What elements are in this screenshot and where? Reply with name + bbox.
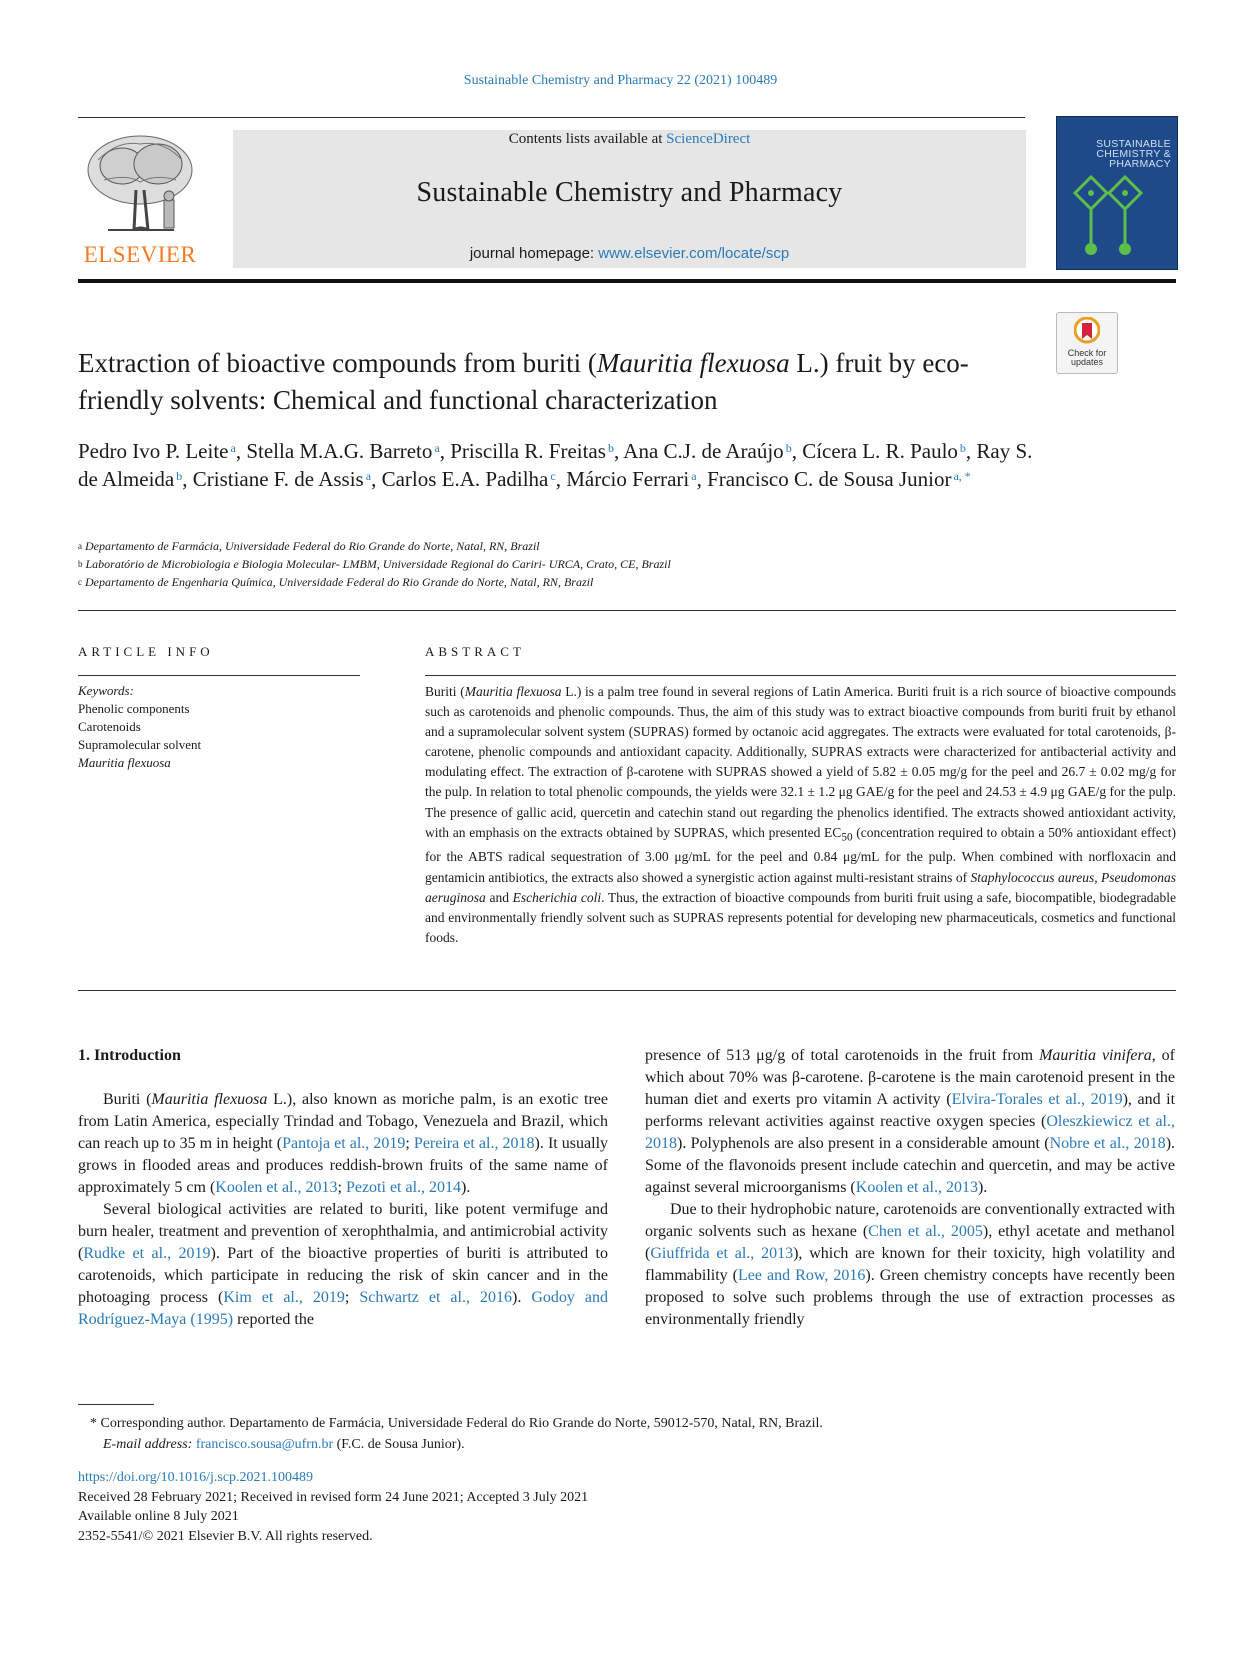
check-for-updates-label bbox=[1057, 349, 1117, 367]
body-text: L.), also known as moriche palm, is an exotic tree from Latin America, especially Trindad and Tobago, Venezuela and Brazil, which can reach up to 35 m in height ( bbox=[78, 1091, 608, 1152]
publication-info bbox=[78, 1468, 1176, 1546]
cover-leaf-icon bbox=[1061, 157, 1173, 267]
abstract-species: Escherichia coli bbox=[512, 889, 602, 905]
affiliation-text: Departamento de Farmácia, Universidade Federal do Rio Grande do Norte, Natal, RN, Brazil bbox=[85, 539, 540, 553]
author-affiliation[interactable]: a bbox=[230, 441, 236, 455]
abstract-segment: , bbox=[1094, 869, 1102, 885]
section-rule bbox=[78, 610, 1176, 611]
body-text: ), ethyl acetate and methanol ( bbox=[645, 1223, 1175, 1262]
body-text: ). Green chemistry concepts have recently been proposed to solve such problems through the use of extraction processes as environmentally friendly bbox=[645, 1267, 1176, 1328]
abstract-end-rule bbox=[78, 990, 1176, 991]
journal-title: Sustainable Chemistry and Pharmacy bbox=[416, 177, 843, 208]
body-text: ), and it performs relevant activities against reactive oxygen species ( bbox=[645, 1091, 1176, 1130]
affiliation-key: a bbox=[78, 541, 82, 551]
citation-link[interactable]: Chen et al., 2005 bbox=[868, 1223, 983, 1240]
header-rule bbox=[78, 117, 1025, 118]
author-name[interactable]: Pedro Ivo P. Leite bbox=[78, 439, 229, 463]
affiliation-key: b bbox=[78, 559, 83, 569]
elsevier-wordmark: ELSEVIER bbox=[83, 242, 197, 267]
author-affiliation[interactable]: b bbox=[607, 441, 614, 455]
author-affiliation[interactable]: b bbox=[176, 469, 183, 483]
check-updates-line-2: updates bbox=[1070, 357, 1104, 367]
elsevier-tree-icon bbox=[78, 130, 202, 240]
author-name[interactable]: Carlos E.A. Padilha bbox=[381, 467, 549, 491]
author-affiliation[interactable]: b bbox=[785, 441, 792, 455]
body-text: ). Part of the bioactive properties of buriti is attributed to carotenoids, which participate in reducing the risk of skin cancer and in the photoaging process ( bbox=[78, 1245, 608, 1306]
article-info-heading: ARTICLE INFO bbox=[78, 644, 214, 659]
citation-link[interactable]: Schwartz et al., 2016 bbox=[359, 1289, 512, 1306]
body-text: ). Some of the flavonoids present include catechin and quercetin, and may be active against several microorganisms ( bbox=[645, 1135, 1176, 1196]
body-text: ). bbox=[512, 1289, 532, 1306]
citation-link[interactable]: Pereira et al., 2018 bbox=[413, 1135, 535, 1152]
abstract-heading: ABSTRACT bbox=[425, 644, 525, 659]
author-name[interactable]: Stella M.A.G. Barreto bbox=[246, 439, 433, 463]
body-column-right bbox=[645, 1045, 1175, 1331]
footnote-marker: * bbox=[90, 1416, 97, 1431]
abstract-species: Pseudomonas aeruginosa bbox=[425, 869, 1177, 905]
journal-citation[interactable]: Sustainable Chemistry and Pharmacy 22 (2021) 100489 bbox=[463, 73, 778, 88]
keyword-item: Supramolecular solvent bbox=[78, 737, 202, 752]
body-text: ). bbox=[461, 1179, 471, 1196]
body-text: ), which are known for their toxicity, high volatility and flammability ( bbox=[645, 1245, 1176, 1284]
body-text: Several biological activities are related to buriti, like potent vermifuge and burn healer, treatment and prevention of xerophthalmia, and antimicrobial activity ( bbox=[78, 1201, 608, 1262]
contents-line bbox=[233, 130, 1026, 148]
masthead-rule bbox=[78, 279, 1176, 283]
body-column-left bbox=[78, 1045, 608, 1331]
citation-link[interactable]: Godoy and Rodríguez-Maya (1995) bbox=[78, 1289, 609, 1328]
abstract-segment: Buriti ( bbox=[425, 684, 465, 699]
body-text: , of which about 70% was β-carotene. β-carotene is the main carotenoid present in the human diet and exerts pro vitamin A activity ( bbox=[645, 1047, 1176, 1108]
body-text: Buriti ( bbox=[103, 1091, 152, 1108]
ec50-subscript: 50 bbox=[841, 831, 853, 844]
body-text: reported the bbox=[233, 1311, 314, 1328]
affiliations bbox=[78, 537, 1038, 591]
abstract-segment: L.) is a palm tree found in several regions of Latin America. Buriti fruit is a rich source of bioactive compounds such as carotenoids and phenolic compounds. Thus, the aim of this study was to extract bioactive compounds from buriti fruit by ethanol and a supramolecular solvent system (SUPRAS) formed by octanoic acid aggregates. The extracts were evaluated for total carotenoids, β-carotene, phenolic compounds and antioxidant capacity. Additionally, SUPRAS extracts were characterized for antibacterial activity and modulating effect. The extraction of β-carotene with SUPRAS showed a yield of 5.82 ± 0.05 mg/g for the peel and 26.7 ± 0.02 mg/g for the pulp. In relation to total phenolic compounds, the yields were 32.1 ± 1.2 μg GAE/g for the peel and 24.53 ± 4.9 μg GAE/g for the pulp. The presence of gallic acid, quercetin and catechin stand out regarding the phenolics identified. The extracts showed antioxidant activity, with an emphasis on the extracts obtained by SUPRAS, which presented EC bbox=[425, 684, 1176, 840]
bookmark-icon bbox=[1074, 317, 1100, 347]
citation-link[interactable]: Lee and Row, 2016 bbox=[738, 1267, 866, 1284]
author-affiliation[interactable]: a bbox=[365, 469, 372, 483]
author-name[interactable]: Priscilla R. Freitas bbox=[450, 439, 606, 463]
affiliation-item bbox=[78, 555, 1038, 573]
keyword-item: Carotenoids bbox=[78, 719, 141, 734]
author-affiliation[interactable]: a bbox=[691, 469, 697, 483]
body-text: ; bbox=[337, 1179, 346, 1196]
email-suffix: (F.C. de Sousa Junior). bbox=[333, 1437, 465, 1452]
citation-link[interactable]: Pantoja et al., 2019 bbox=[282, 1135, 406, 1152]
author-name[interactable]: Cícera L. R. Paulo bbox=[802, 439, 958, 463]
abstract-text bbox=[425, 682, 1176, 948]
keyword-item: Mauritia flexuosa bbox=[78, 755, 171, 770]
citation-link[interactable]: Nobre et al., 2018 bbox=[1049, 1135, 1166, 1152]
author-list: Pedro Ivo P. Leite $^a$, Stella M.A.G. Barreto $^a$, Priscilla R. Freitas $^b$, Ana C.J. de Araújo $^b$, Cícera L. R. Paulo $^b$, Ray S. de Almeida $^b$, Cristiane F. de Assis $^a$, Carlos E.A. Padilha $^c$, Márcio Ferrari $^a$, Francisco C. de Sousa Junior $^{a, *}$ bbox=[78, 439, 1033, 491]
body-text: ). bbox=[977, 1179, 988, 1196]
body-paragraph bbox=[645, 1045, 1175, 1199]
citation-link[interactable]: Rudke et al., 2019 bbox=[83, 1245, 211, 1262]
cover-line-3: PHARMACY bbox=[1109, 158, 1171, 170]
affiliation-text: Departamento de Engenharia Química, Universidade Federal do Rio Grande do Norte, Natal, RN, Brazil bbox=[85, 575, 594, 589]
citation-link[interactable]: Elvira-Torales et al., 2019 bbox=[951, 1091, 1123, 1108]
article-title bbox=[78, 345, 1038, 419]
contents-prefix: Contents lists available at bbox=[508, 131, 667, 147]
body-paragraph bbox=[78, 1089, 608, 1199]
author-name[interactable]: Cristiane F. de Assis bbox=[192, 467, 364, 491]
homepage-link[interactable]: www.elsevier.com/locate/scp bbox=[598, 245, 790, 262]
check-for-updates-badge[interactable] bbox=[1056, 312, 1118, 374]
citation-link[interactable]: Giuffrida et al., 2013 bbox=[650, 1245, 794, 1262]
author-affiliation[interactable]: a, * bbox=[953, 469, 971, 483]
affiliation-text: Laboratório de Microbiologia e Biologia Molecular- LMBM, Universidade Regional do Cariri- URCA, Crato, CE, Brazil bbox=[85, 557, 671, 571]
body-text: ). Polyphenols are also present in a considerable amount ( bbox=[677, 1135, 1050, 1152]
introduction-heading: 1. Introduction bbox=[78, 1047, 181, 1064]
title-species: Mauritia flexuosa bbox=[596, 348, 790, 378]
abstract-species: Mauritia flexuosa bbox=[464, 684, 562, 699]
copyright: 2352-5541/© 2021 Elsevier B.V. All rights reserved. bbox=[78, 1528, 373, 1544]
journal-cover[interactable] bbox=[1056, 116, 1178, 270]
author-name[interactable]: Ray S. de Almeida bbox=[78, 439, 1033, 491]
cover-line-1: SUSTAINABLE bbox=[1096, 138, 1171, 150]
abstract-rule bbox=[425, 675, 1176, 676]
body-text: ). It usually grows in flooded areas and produces reddish-brown fruits of the same name of approximately 5 cm ( bbox=[78, 1135, 609, 1196]
title-part-2: L.) fruit by eco-friendly solvents: Chemical and functional characterization bbox=[78, 348, 969, 415]
corresponding-author-footnote bbox=[78, 1413, 1176, 1455]
footnote-rule bbox=[78, 1404, 154, 1405]
article-info-rule bbox=[78, 675, 360, 676]
keywords-label: Keywords: bbox=[78, 683, 134, 698]
body-text: Due to their hydrophobic nature, carotenoids are conventionally extracted with organic solvents such as hexane ( bbox=[645, 1201, 1175, 1240]
affiliation-item bbox=[78, 537, 1038, 555]
abstract-segment: (concentration required to obtain a 50% antioxidant effect) for the ABTS radical sequestration of 3.00 μg/mL for the peel and 0.84 μg/mL for the pulp. When combined with norfloxacin and gentamicin antibiotics, the extracts also showed a synergistic action against multi-resistant strains of bbox=[425, 824, 1177, 885]
available-online: Available online 8 July 2021 bbox=[78, 1509, 239, 1524]
abstract-segment: and bbox=[485, 889, 513, 905]
citation-link[interactable]: Kim et al., 2019 bbox=[223, 1289, 345, 1306]
email-label: E-mail address: bbox=[103, 1437, 196, 1452]
homepage-line bbox=[233, 245, 1026, 262]
cover-line-2: CHEMISTRY & bbox=[1096, 148, 1171, 160]
footnote-text: Corresponding author. Departamento de Farmácia, Universidade Federal do Rio Grande do Norte, 59012-570, Natal, RN, Brazil. bbox=[97, 1416, 823, 1431]
author-affiliation[interactable]: a bbox=[434, 441, 440, 455]
check-updates-line-1: Check for bbox=[1067, 348, 1107, 358]
body-text: ; bbox=[344, 1289, 360, 1306]
affiliation-key: c bbox=[78, 577, 82, 587]
keyword-item: Phenolic components bbox=[78, 701, 190, 716]
doi-link[interactable]: https://doi.org/10.1016/j.scp.2021.100489 bbox=[78, 1470, 314, 1485]
journal-masthead bbox=[233, 130, 1026, 268]
body-paragraph bbox=[78, 1199, 608, 1331]
body-species: Mauritia flexuosa bbox=[151, 1091, 268, 1108]
keywords-block bbox=[78, 682, 360, 772]
author-name[interactable]: Ana C.J. de Araújo bbox=[623, 439, 784, 463]
citation-link[interactable]: Oleszkiewicz et al., 2018 bbox=[645, 1113, 1175, 1152]
body-species: Mauritia vinifera bbox=[1039, 1047, 1152, 1064]
title-part-1: Extraction of bioactive compounds from buriti ( bbox=[78, 348, 597, 378]
received-dates: Received 28 February 2021; Received in revised form 24 June 2021; Accepted 3 July 2021 bbox=[78, 1489, 589, 1505]
author-name[interactable]: Márcio Ferrari bbox=[566, 467, 690, 491]
author-affiliation[interactable]: b bbox=[959, 441, 966, 455]
elsevier-logo[interactable] bbox=[78, 130, 202, 270]
citation-link[interactable]: Pezoti et al., 2014 bbox=[345, 1179, 462, 1196]
author-affiliation[interactable]: c bbox=[550, 469, 556, 483]
sciencedirect-link[interactable]: ScienceDirect bbox=[666, 131, 751, 147]
abstract-segment: . Thus, the extraction of bioactive compounds from buriti fruit using a safe, biocompatible, biodegradable and environmentally friendly solvent such as SUPRAS represents potential for developing new pharmaceuticals, cosmetics and functional foods. bbox=[425, 889, 1176, 945]
citation-link[interactable]: Koolen et al., 2013 bbox=[855, 1179, 978, 1196]
body-text: ; bbox=[405, 1135, 414, 1152]
email-link[interactable]: francisco.sousa@ufrn.br bbox=[195, 1437, 334, 1452]
homepage-prefix: journal homepage: bbox=[469, 245, 599, 262]
affiliation-item bbox=[78, 573, 1038, 591]
abstract-species: Staphylococcus aureus bbox=[970, 869, 1095, 885]
body-text: presence of 513 μg/g of total carotenoids in the fruit from bbox=[645, 1047, 1040, 1064]
body-paragraph bbox=[645, 1199, 1175, 1331]
citation-link[interactable]: Koolen et al., 2013 bbox=[215, 1179, 338, 1196]
author-name[interactable]: Francisco C. de Sousa Junior bbox=[707, 467, 952, 491]
